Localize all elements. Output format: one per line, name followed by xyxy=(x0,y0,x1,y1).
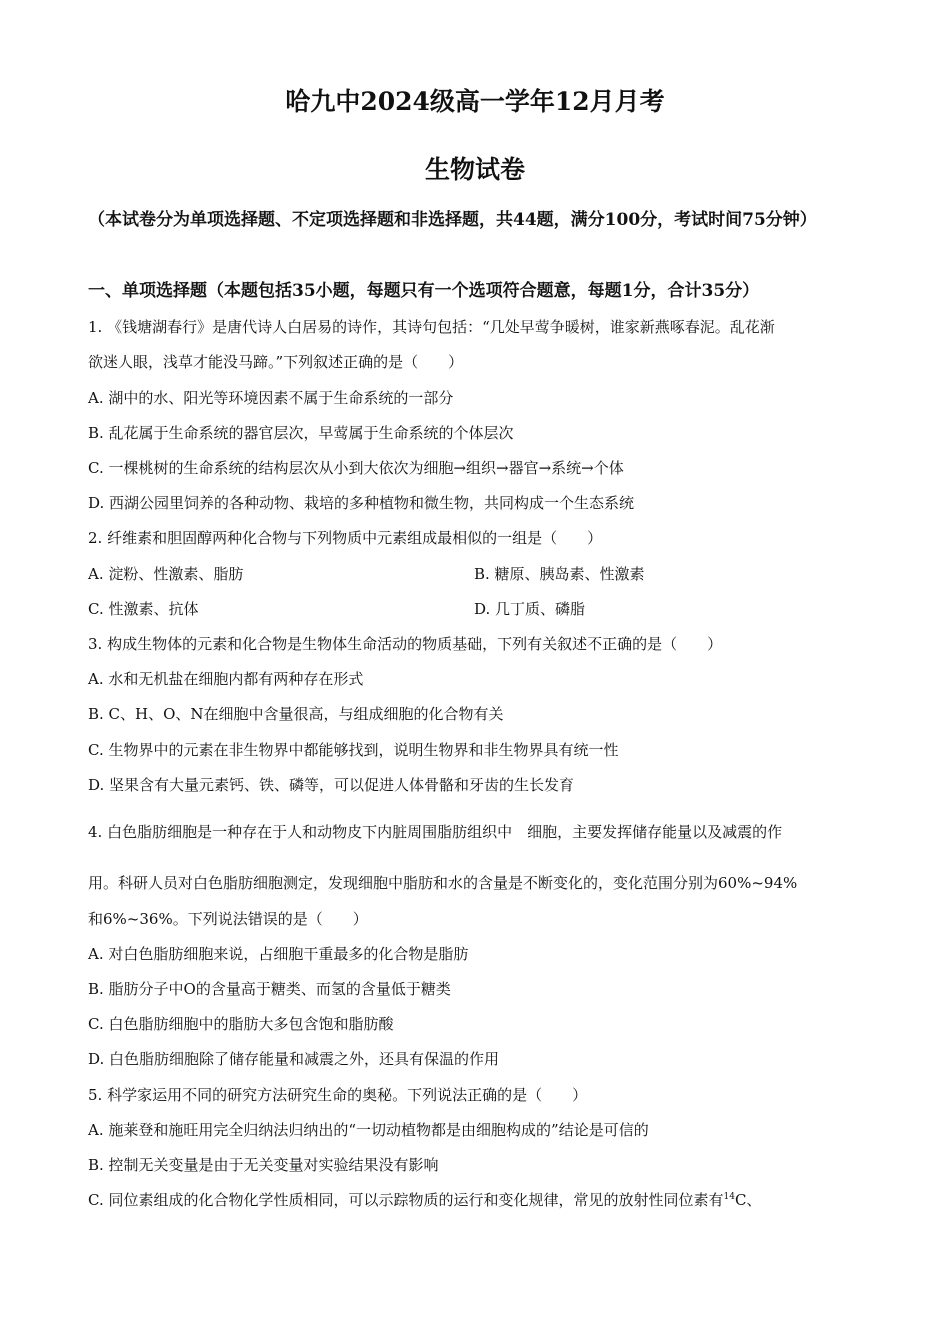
exam-subtitle: 生物试卷 xyxy=(424,155,525,184)
q1-stem-line1: 1. 《钱塘湖春行》是唐代诗人白居易的诗作，其诗句包括：“几处早莺争暖树，谁家新燕啄春泥。乱花渐 xyxy=(88,318,775,336)
exam-instructions: （本试卷分为单项选择题、不定项选择题和非选择题，共44题，满分100分，考试时间75分钟） xyxy=(88,210,817,230)
q5-option-c-tail: C、 xyxy=(734,1191,762,1209)
q2-option-c: C. 性激素、抗体 xyxy=(88,600,199,618)
q3-option-b: B. C、H、O、N在细胞中含量很高，与组成细胞的化合物有关 xyxy=(88,705,504,723)
q4-stem-line3: 和6%~36%。下列说法错误的是（ ） xyxy=(88,910,368,928)
q4-option-d: D. 白色脂肪细胞除了储存能量和减震之外，还具有保温的作用 xyxy=(88,1050,500,1068)
q5-option-c-superscript: 14 xyxy=(723,1192,735,1202)
q3-option-c: C. 生物界中的元素在非生物界中都能够找到，说明生物界和非生物界具有统一性 xyxy=(88,741,619,759)
q3-option-d: D. 坚果含有大量元素钙、铁、磷等，可以促进人体骨骼和牙齿的生长发育 xyxy=(88,776,575,794)
q1-option-c: C. 一棵桃树的生命系统的结构层次从小到大依次为细胞→组织→器官→系统→个体 xyxy=(88,459,624,477)
q2-option-b: B. 糖原、胰岛素、性激素 xyxy=(474,565,645,583)
q1-stem-line2: 欲迷人眼，浅草才能没马蹄。”下列叙述正确的是（ ） xyxy=(88,353,464,371)
q5-option-c xyxy=(88,1189,761,1210)
q3-stem: 3. 构成生物体的元素和化合物是生物体生命活动的物质基础，下列有关叙述不正确的是（ ） xyxy=(88,635,723,653)
q5-option-b: B. 控制无关变量是由于无关变量对实验结果没有影响 xyxy=(88,1156,439,1174)
q1-option-a: A. 湖中的水、阳光等环境因素不属于生命系统的一部分 xyxy=(88,389,454,407)
q2-option-d: D. 几丁质、磷脂 xyxy=(474,600,586,618)
q2-option-a: A. 淀粉、性激素、脂肪 xyxy=(88,565,244,583)
q1-option-b: B. 乱花属于生命系统的器官层次，早莺属于生命系统的个体层次 xyxy=(88,424,514,442)
q2-stem: 2. 纤维素和胆固醇两种化合物与下列物质中元素组成最相似的一组是（ ） xyxy=(88,529,603,547)
q4-option-c: C. 白色脂肪细胞中的脂肪大多包含饱和脂肪酸 xyxy=(88,1015,394,1033)
q4-option-a: A. 对白色脂肪细胞来说，占细胞干重最多的化合物是脂肪 xyxy=(88,945,469,963)
q5-stem: 5. 科学家运用不同的研究方法研究生命的奥秘。下列说法正确的是（ ） xyxy=(88,1086,588,1104)
q5-option-a: A. 施莱登和施旺用完全归纳法归纳出的“一切动植物都是由细胞构成的”结论是可信的 xyxy=(88,1121,649,1139)
q4-option-b: B. 脂肪分子中O的含量高于糖类、而氢的含量低于糖类 xyxy=(88,980,451,998)
q1-option-d: D. 西湖公园里饲养的各种动物、栽培的多种植物和微生物，共同构成一个生态系统 xyxy=(88,494,635,512)
q4-stem-line1: 4. 白色脂肪细胞是一种存在于人和动物皮下内脏周围脂肪组织中 细胞，主要发挥储存能量以及减震的作 xyxy=(88,823,783,841)
section-heading: 一、单项选择题（本题包括35小题，每题只有一个选项符合题意，每题1分，合计35分） xyxy=(88,281,760,301)
q3-option-a: A. 水和无机盐在细胞内都有两种存在形式 xyxy=(88,670,364,688)
q5-option-c-text: C. 同位素组成的化合物化学性质相同，可以示踪物质的运行和变化规律，常见的放射性同位素有 xyxy=(88,1191,724,1209)
exam-title: 哈九中2024级高一学年12月月考 xyxy=(285,87,665,116)
q4-stem-line2: 用。科研人员对白色脂肪细胞测定，发现细胞中脂肪和水的含量是不断变化的，变化范围分别为60%~94% xyxy=(88,874,798,892)
